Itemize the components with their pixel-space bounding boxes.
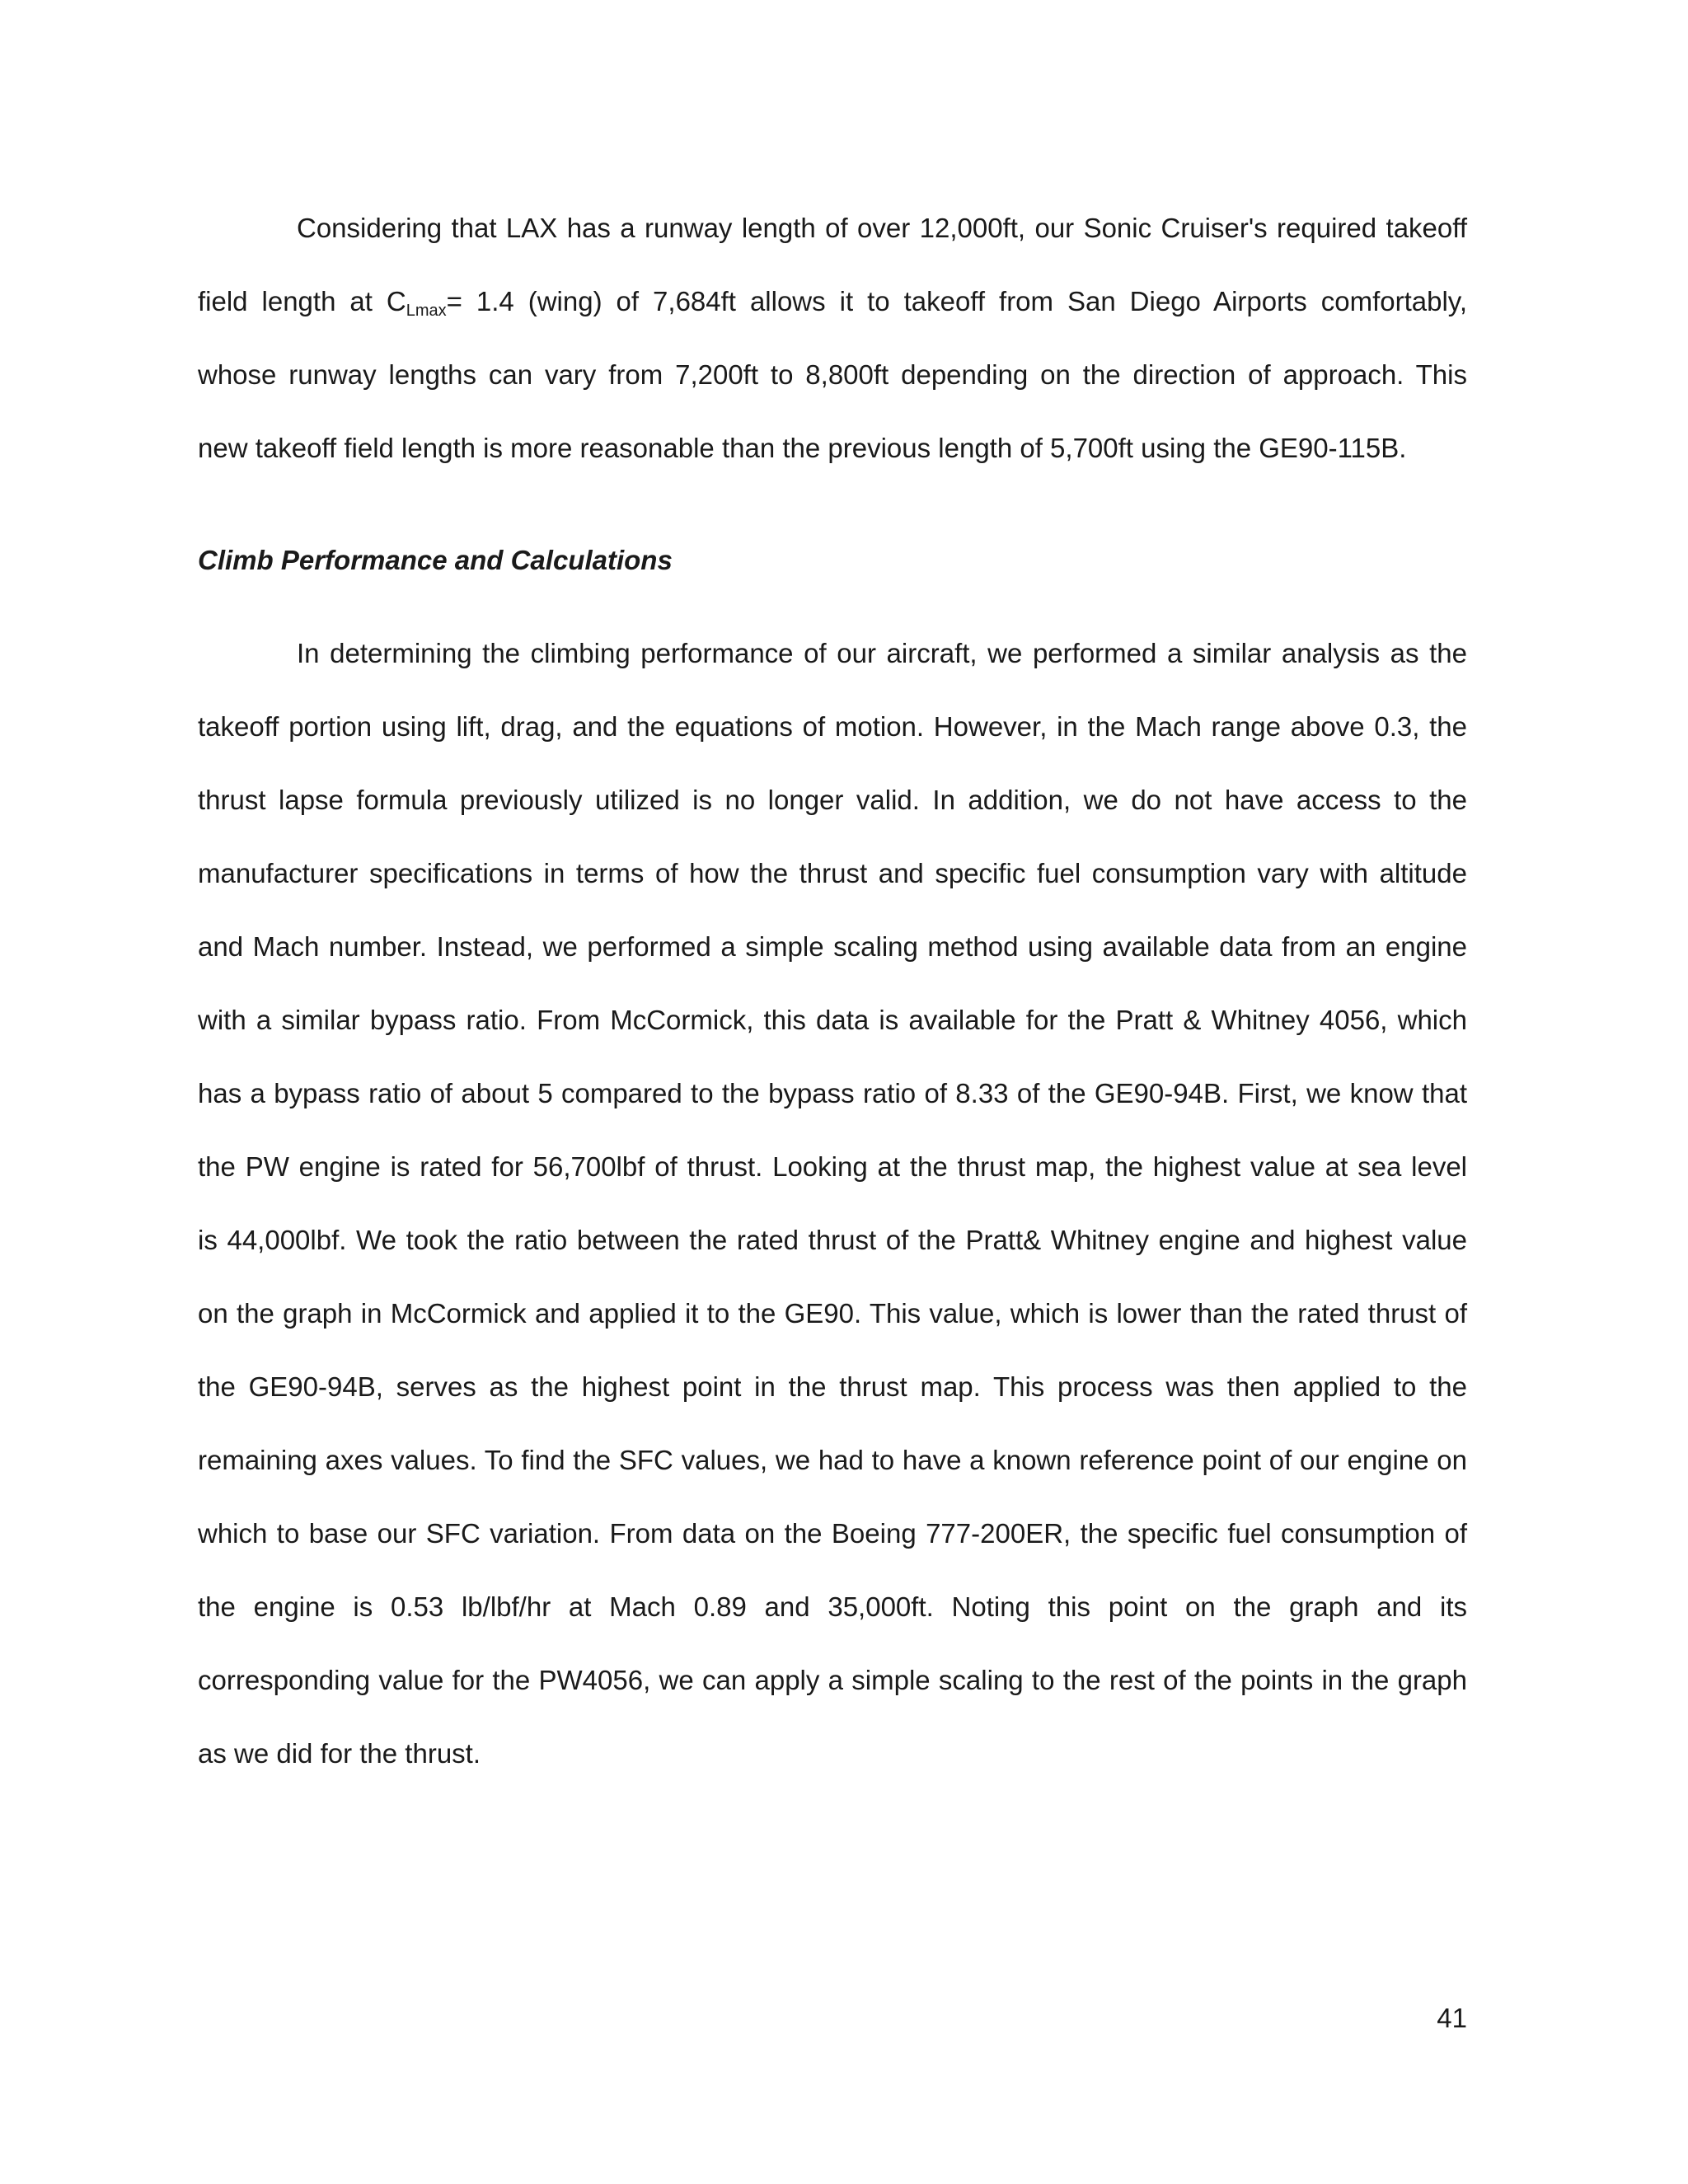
paragraph-line: which to base our SFC variation. From data on the Boeing 777-200ER, the specific fuel consumption of [198,1518,1467,1549]
text-run: field length at C [198,286,406,316]
paragraph-line: Considering that LAX has a runway length of over 12,000ft, our Sonic Cruiser's required takeoff [297,213,1467,243]
paragraph-line: the GE90-94B, serves as the highest point in the thrust map. This process was then applied to the [198,1371,1467,1402]
paragraph-line: has a bypass ratio of about 5 compared to the bypass ratio of 8.33 of the GE90-94B. First, we know that [198,1078,1467,1108]
paragraph-line: whose runway lengths can vary from 7,200ft to 8,800ft depending on the direction of approach. This [198,359,1467,390]
paragraph-line: thrust lapse formula previously utilized is no longer valid. In addition, we do not have access to the [198,785,1467,815]
paragraph-line: takeoff portion using lift, drag, and the equations of motion. However, in the Mach range above 0.3, the [198,711,1467,742]
paragraph-line: remaining axes values. To find the SFC values, we had to have a known reference point of our engine on [198,1445,1467,1475]
paragraph-takeoff-field-length [198,191,1467,485]
page-number: 41 [1437,2003,1467,2033]
paragraph-line: In determining the climbing performance of our aircraft, we performed a similar analysis as the [297,638,1467,668]
paragraph-line: with a similar bypass ratio. From McCormick, this data is available for the Pratt & Whitney 4056, which [198,1005,1467,1035]
paragraph-climb-performance [198,616,1467,1790]
paragraph-line: and Mach number. Instead, we performed a simple scaling method using available data from an engine [198,931,1467,962]
paragraph-line [198,265,1467,338]
section-heading: Climb Performance and Calculations [198,545,673,575]
paragraph-line: on the graph in McCormick and applied it to the GE90. This value, which is lower than the rated thrust of [198,1298,1467,1329]
paragraph-line: is 44,000lbf. We took the ratio between the rated thrust of the Pratt& Whitney engine and highest value [198,1225,1467,1255]
paragraph-line: manufacturer specifications in terms of how the thrust and specific fuel consumption vary with altitude [198,858,1467,888]
paragraph-line: the PW engine is rated for 56,700lbf of thrust. Looking at the thrust map, the highest value at sea level [198,1151,1467,1182]
text-run: = 1.4 (wing) of 7,684ft allows it to takeoff from San Diego Airports comfortably, [446,286,1468,316]
paragraph-line: new takeoff field length is more reasonable than the previous length of 5,700ft using the GE90-115B. [198,433,1407,463]
paragraph-line: as we did for the thrust. [198,1738,481,1769]
paragraph-line: the engine is 0.53 lb/lbf/hr at Mach 0.89 and 35,000ft. Noting this point on the graph and its [198,1591,1467,1622]
paragraph-line: corresponding value for the PW4056, we can apply a simple scaling to the rest of the points in the graph [198,1665,1467,1695]
subscript-clmax: Lmax [406,302,447,320]
